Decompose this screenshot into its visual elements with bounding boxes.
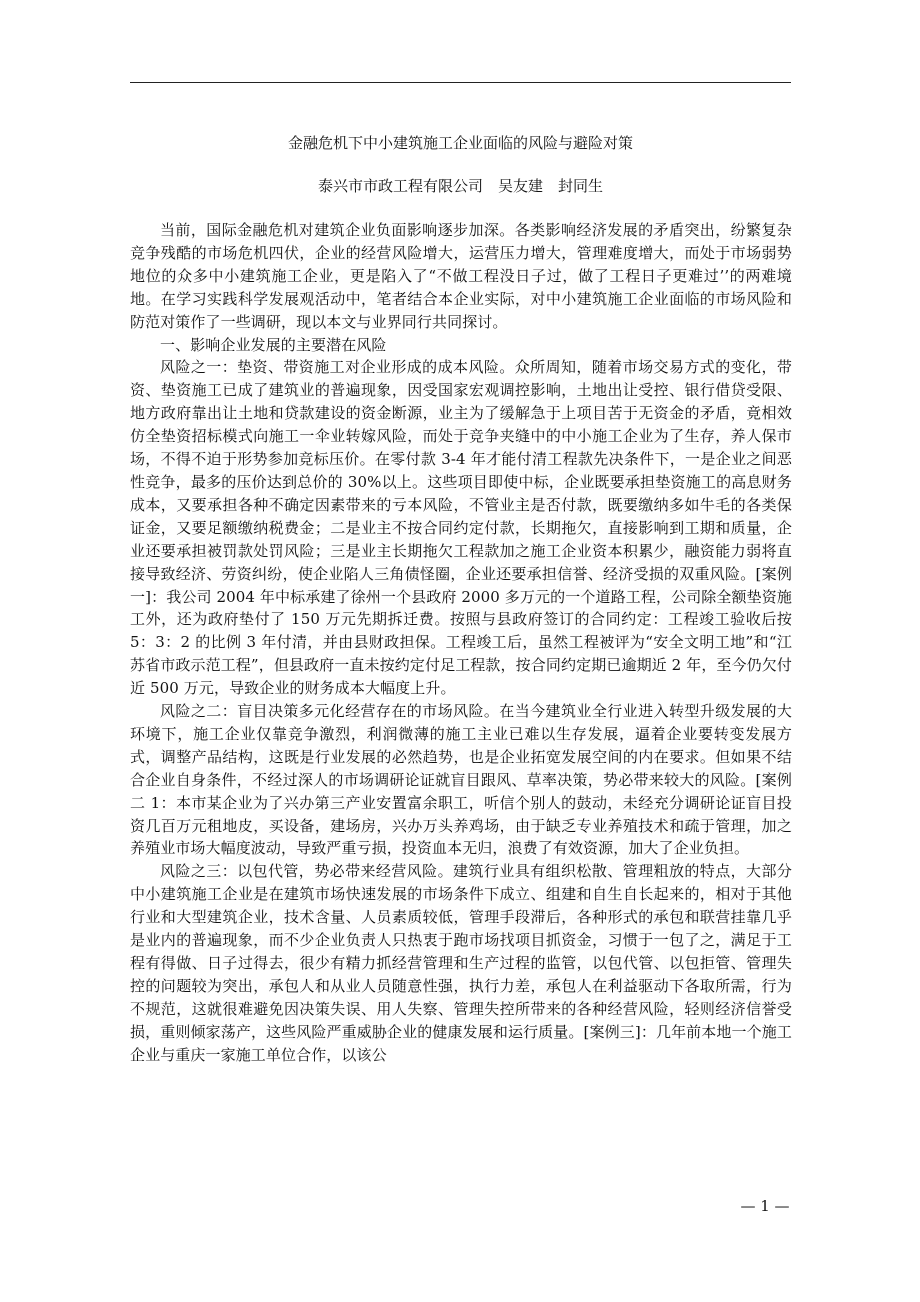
top-rule [130, 82, 791, 83]
paragraph-risk-three: 风险之三：以包代管，势必带来经营风险。建筑行业具有组织松散、管理粗放的特点，大部分中小建筑施工企业是在建筑市场快速发展的市场条件下成立、组建和自生自长起来的，相对于其他行业和大型建筑企业，技术含量、人员素质较低，管理手段滞后，各种形式的承包和联营挂靠几乎是业内的普遍现象，而不少企业负责人只热衷于跑市场找项目抓资金，习惯于一包了之，满足于工程有得做、日子过得去，很少有精力抓经营管理和生产过程的监管，以包代管、以包拒管、管理失控的问题较为突出，承包人和从业人员随意性强，执行力差，承包人在利益驱动下各取所需，行为不规范，这就很难避免因决策失误、用人失察、管理失控所带来的各种经营风险，轻则经济信誉受损，重则倾家荡产，这些风险严重威胁企业的健康发展和运行质量。[案例三]：几年前本地一个施工企业与重庆一家施工单位合作，以该公 [130, 862, 792, 1064]
document-byline: 泰兴市市政工程有限公司 吴友建 封同生 [317, 177, 603, 195]
paragraph-risk-one: 风险之一：垫资、带资施工对企业形成的成本风险。众所周知，随着市场交易方式的变化，带资、垫资施工已成了建筑业的普遍现象，因受国家宏观调控影响，土地出让受控、银行借贷受限、地方政府靠出让土地和贷款建设的资金断源，业主为了缓解急于上项目苦于无资金的矛盾，竟相效仿全垫资招标模式向施工一伞业转嫁风险，而处于竞争夹缝中的中小施工企业为了生存，养人保市场，不得不迫于形势参加竞标压价。在零付款 3-4 年才能付清工程款先决条件下，一是企业之间恶性竞争，最多的压价达到总价的 30%以上。这些项目即使中标，企业既要承担垫资施工的高息财务成本，又要承担各种不确定因素带来的亏本风险，不管业主是否付款，既要缴纳多如牛毛的各类保证金，又要足额缴纳税费金；二是业主不按合同约定付款，长期拖欠，直接影响到工期和质量，企业还要承担被罚款处罚风险；三是业主长期拖欠工程款加之施工企业资本积累少，融资能力弱将直接导致经济、劳资纠纷，使企业陷人三角债怪圈，企业还要承担信誉、经济受损的双重风险。[案例一]：我公司 2004 年中标承建了徐州一个县政府 2000 多万元的一个道路工程，公司除全额垫资施工外，还为政府垫付了 150 万元先期拆迁费。按照与县政府签订的合同约定：工程竣工验收后按 5：3：2 的比例 3 年付清，并由县财政担保。工程竣工后，虽然工程被评为“安全文明工地”和“江苏省市政示范工程”，但县政府一直未按约定付足工程款，按合同约定期已逾期近 2 年，至今仍欠付近 500 万元，导致企业的财务成本大幅度上升。 [130, 358, 792, 698]
paragraph-intro: 当前，国际金融危机对建筑企业负面影响逐步加深。各类影响经济发展的矛盾突出，纷繁复杂竞争残酷的市场危机四伏，企业的经营风险增大，运营压力增大，管理难度增大，而处于市场弱势地位的众多中小建筑施工企业，更是陷入了“不做工程没日子过，做了工程日子更难过’’的两难境地。在学习实践科学发展观活动中，笔者结合本企业实际，对中小建筑施工企业面临的市场风险和防范对策作了一些调研，现以本文与业界同行共同探讨。 [130, 221, 792, 331]
document-body [130, 219, 792, 1067]
page-number: — 1 — [740, 1197, 790, 1215]
section-heading: 一、影响企业发展的主要潜在风险 [160, 335, 387, 354]
document-title: 金融危机下中小建筑施工企业面临的风险与避险对策 [287, 134, 633, 152]
paragraph-risk-two: 风险之二：盲目决策多元化经营存在的市场风险。在当今建筑业全行业进入转型升级发展的大环境下，施工企业仅靠竞争激烈，利润微薄的施工主业已难以生存发展，逼着企业要转变发展方式，调整产品结构，这既是行业发展的必然趋势，也是企业拓宽发展空间的内在要求。但如果不结合企业自身条件，不经过深人的市场调研论证就盲目跟风、草率决策，势必带来较大的风险。[案例二 1：本市某企业为了兴办第三产业安置富余职工，听信个别人的鼓动，未经充分调研论证盲目投资几百万元租地皮，买设备，建场房，兴办万头养鸡场，由于缺乏专业养殖技术和疏于管理，加之养殖业市场大幅度波动，导致严重亏损，投资血本无归，浪费了有效资源，加大了企业负担。 [130, 702, 792, 858]
